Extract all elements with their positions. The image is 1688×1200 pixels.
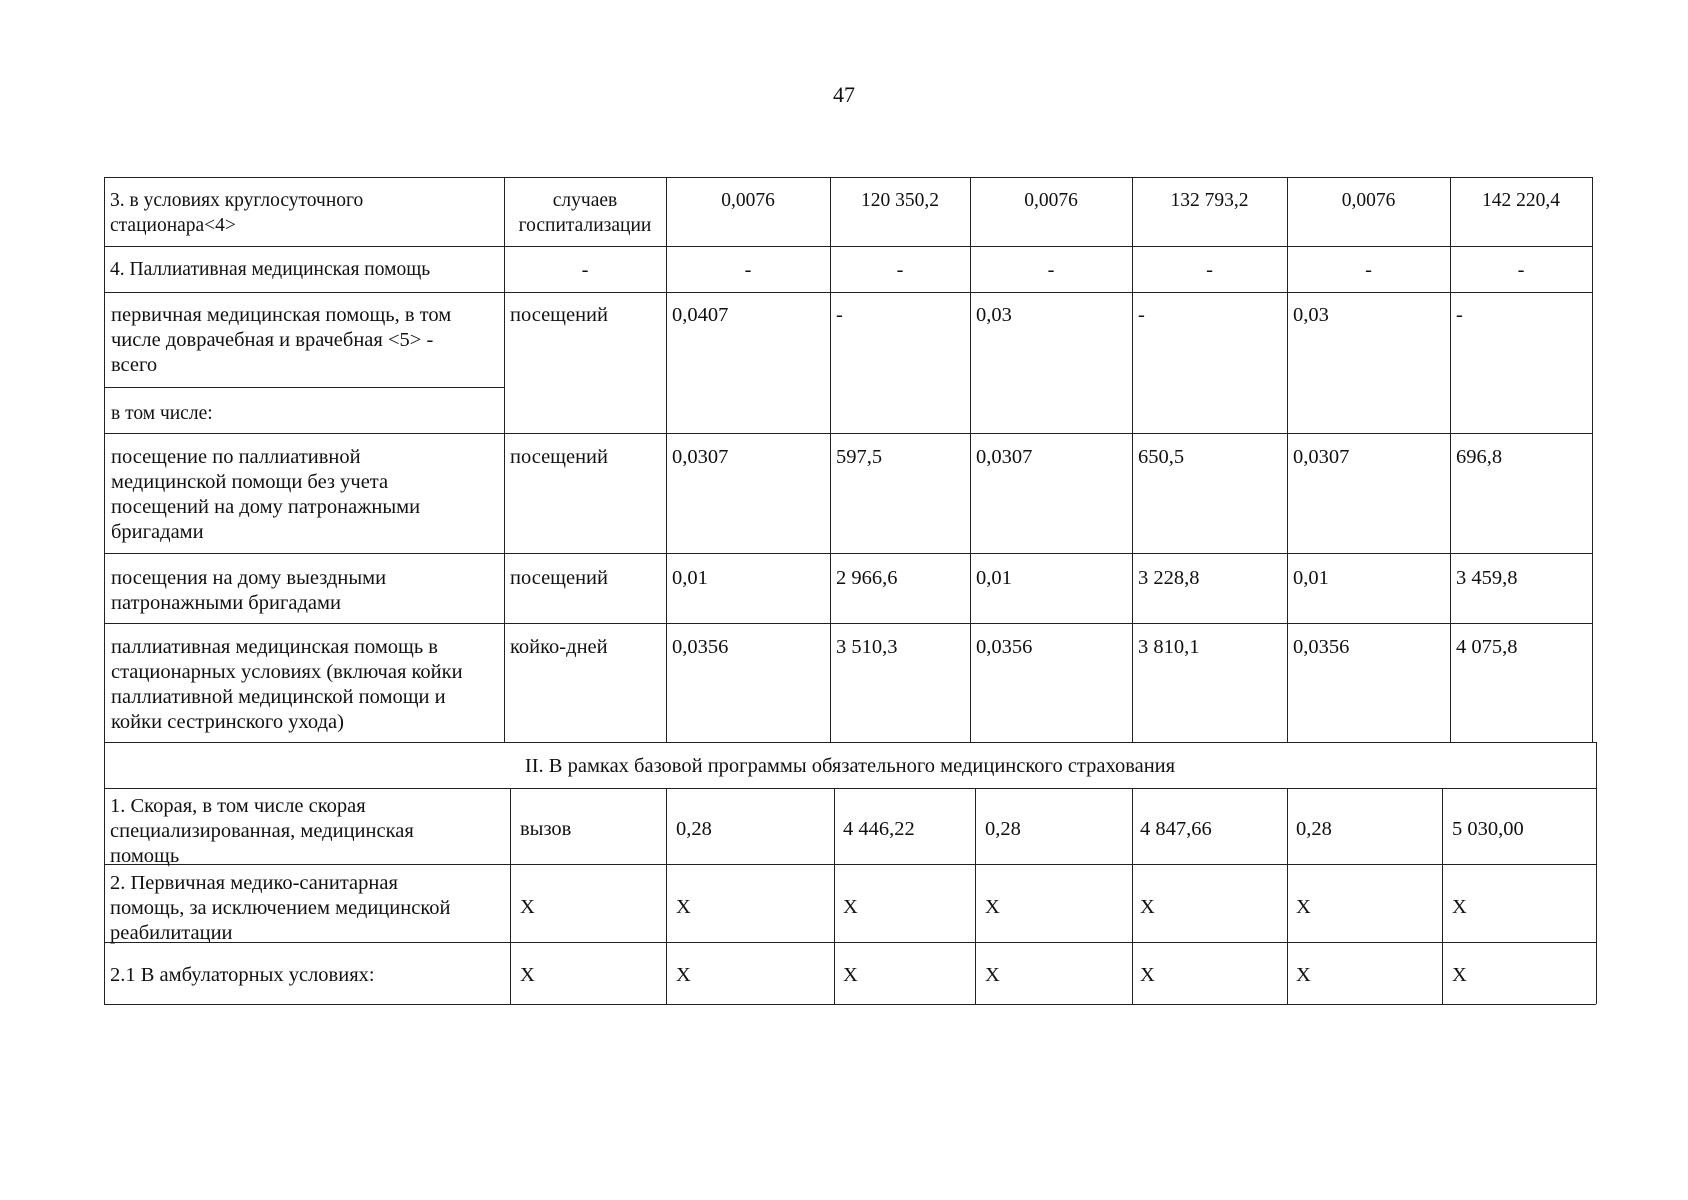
value-cell: Х	[985, 896, 1000, 918]
rule-line	[1596, 742, 1597, 1004]
unit-cell: Х	[520, 964, 535, 986]
page-number: 47	[833, 82, 855, 107]
value-cell: Х	[1296, 964, 1311, 986]
rule-line	[104, 553, 1592, 554]
rule-line	[104, 788, 1596, 789]
value-cell: 4 075,8	[1456, 636, 1518, 658]
value-cell: 0,0356	[672, 636, 729, 658]
unit-cell: койко-дней	[510, 636, 608, 658]
value-cell: 0,03	[1293, 304, 1329, 326]
row-name-cell: первичная медицинская помощь, в том числе доврачебная и врачебная <5> - всего	[111, 304, 452, 376]
value-cell: 0,0307	[976, 446, 1033, 468]
rule-line	[104, 433, 1592, 434]
rule-line	[834, 788, 835, 1004]
unit-cell: посещений	[510, 304, 608, 326]
value-cell: -	[836, 304, 843, 326]
value-cell: 0,28	[985, 818, 1021, 840]
value-cell: Х	[1452, 896, 1467, 918]
value-cell: 0,01	[1293, 567, 1329, 589]
rule-line	[1592, 177, 1593, 742]
row-name-cell: 2.1 В амбулаторных условиях:	[110, 964, 375, 986]
unit-cell: случаев госпитализации	[518, 190, 652, 236]
section-title: II. В рамках базовой программы обязательного медицинского страхования	[524, 755, 1176, 777]
row-name-cell: паллиативная медицинская помощь в стационарных условиях (включая койки паллиативной медицинской помощи и койки сестринского ухода)	[111, 636, 463, 733]
rule-line	[1442, 788, 1443, 1004]
unit-cell: -	[581, 259, 589, 281]
value-cell: Х	[1296, 896, 1311, 918]
rule-line	[510, 788, 511, 1004]
rule-line	[666, 788, 667, 1004]
row-name-cell: посещения на дому выездными патронажными бригадами	[111, 567, 387, 614]
rule-line	[104, 177, 105, 1004]
row-name-cell: 2. Первичная медико-санитарная помощь, за исключением медицинской реабилитации	[110, 872, 451, 944]
row-name-cell: 1. Скорая, в том числе скорая специализированная, медицинская помощь	[110, 795, 414, 867]
value-cell: -	[1047, 259, 1055, 281]
value-cell: Х	[985, 964, 1000, 986]
value-cell: -	[1517, 259, 1525, 281]
value-cell: -	[1138, 304, 1145, 326]
rule-line	[1132, 788, 1133, 1004]
rule-line	[104, 177, 1592, 178]
value-cell: 3 228,8	[1138, 567, 1200, 589]
value-cell: 0,0307	[1293, 446, 1350, 468]
value-cell: Х	[676, 896, 691, 918]
value-cell: 0,0407	[672, 304, 729, 326]
value-cell: Х	[1140, 896, 1155, 918]
value-cell: Х	[1140, 964, 1155, 986]
rule-line	[975, 788, 976, 1004]
value-cell: 142 220,4	[1482, 190, 1560, 211]
value-cell: 0,28	[1296, 818, 1332, 840]
value-cell: Х	[843, 964, 858, 986]
rule-line	[104, 742, 1596, 743]
unit-cell: посещений	[510, 567, 608, 589]
value-cell: 4 847,66	[1140, 818, 1212, 840]
value-cell: -	[1206, 259, 1213, 281]
unit-cell: посещений	[510, 446, 608, 468]
value-cell: Х	[676, 964, 691, 986]
value-cell: 2 966,6	[836, 567, 898, 589]
value-cell: 0,0076	[1024, 190, 1078, 211]
row-name-cell: 3. в условиях круглосуточного стационара<4>	[110, 190, 364, 236]
value-cell: 650,5	[1138, 446, 1185, 468]
value-cell: 696,8	[1456, 446, 1503, 468]
rule-line	[104, 246, 1592, 247]
value-cell: 132 793,2	[1170, 190, 1249, 211]
value-cell: 3 810,1	[1138, 636, 1200, 658]
value-cell: -	[1365, 259, 1372, 281]
value-cell: 3 510,3	[836, 636, 898, 658]
value-cell: -	[896, 259, 904, 281]
value-cell: 5 030,00	[1452, 818, 1524, 840]
value-cell: 0,0356	[1293, 636, 1350, 658]
value-cell: 0,0076	[721, 190, 775, 211]
value-cell: 0,28	[676, 818, 712, 840]
rule-line	[104, 387, 504, 388]
row-name-cell: 4. Паллиативная медицинская помощь	[110, 259, 431, 280]
value-cell: 0,01	[672, 567, 708, 589]
value-cell: 0,0307	[672, 446, 729, 468]
rule-line	[104, 1004, 1596, 1005]
row-name-cell: в том числе:	[111, 403, 213, 424]
value-cell: 120 350,2	[861, 190, 939, 211]
unit-cell: Х	[520, 896, 535, 918]
value-cell: 0,0356	[976, 636, 1033, 658]
unit-cell: вызов	[520, 818, 572, 840]
rule-line	[104, 623, 1592, 624]
value-cell: 4 446,22	[843, 818, 915, 840]
rule-line	[104, 292, 1592, 293]
value-cell: 597,5	[836, 446, 883, 468]
value-cell: -	[1456, 304, 1463, 326]
value-cell: 0,0076	[1341, 190, 1396, 211]
value-cell: Х	[1452, 964, 1467, 986]
value-cell: 3 459,8	[1456, 567, 1518, 589]
row-name-cell: посещение по паллиативной медицинской помощи без учета посещений на дому патронажными бригадами	[111, 446, 421, 543]
value-cell: 0,01	[976, 567, 1012, 589]
rule-line	[1287, 788, 1288, 1004]
value-cell: -	[744, 259, 752, 281]
value-cell: 0,03	[976, 304, 1012, 326]
value-cell: Х	[843, 896, 858, 918]
